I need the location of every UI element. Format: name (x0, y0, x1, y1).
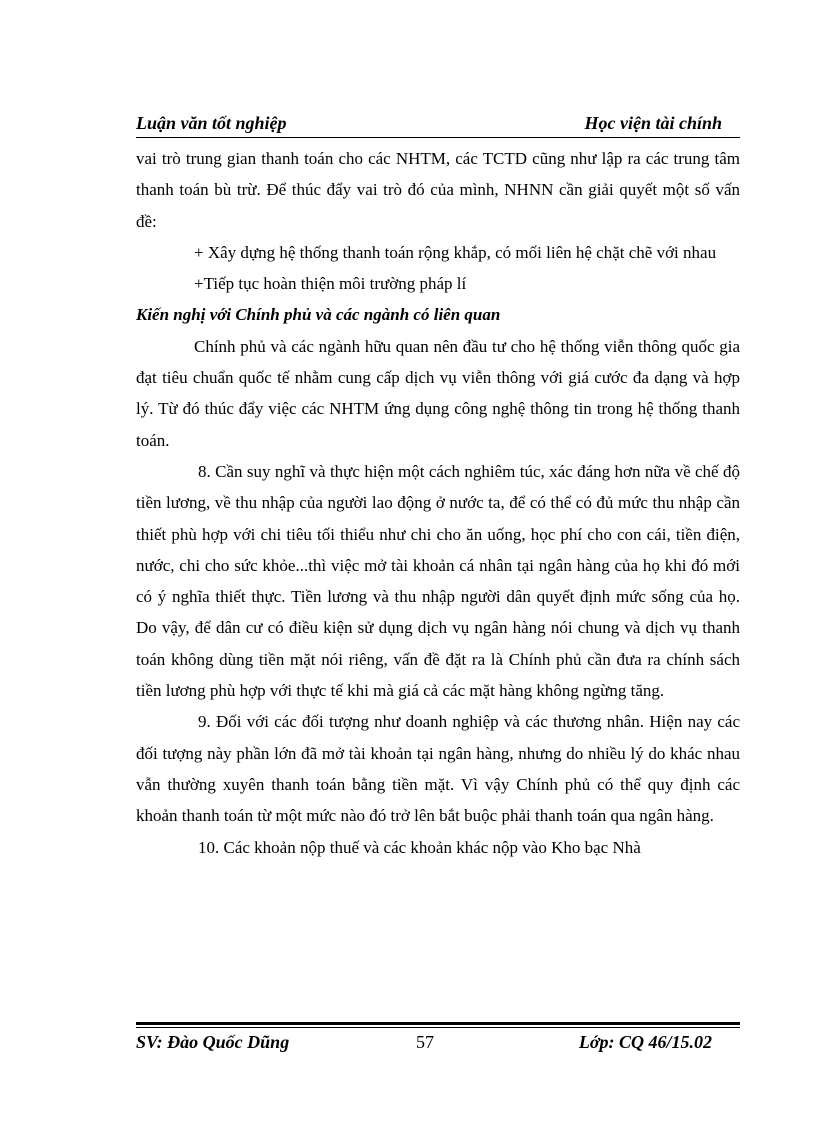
paragraph-bullet-system: + Xây dựng hệ thống thanh toán rộng khắp, có mối liên hệ chặt chẽ với nhau (194, 242, 717, 262)
header-institution: Học viện tài chính (584, 113, 722, 133)
paragraph-bullet-legal: +Tiếp tục hoàn thiện môi trường pháp lí (194, 274, 467, 294)
header-thesis-title: Luận văn tốt nghiệp (136, 113, 287, 133)
footer-student: SV: Đào Quốc Dũng (136, 1032, 290, 1052)
section-heading (136, 299, 740, 330)
paragraph-intro: vai trò trung gian thanh toán cho các NHTM, các TCTD cũng như lập ra các trung tâm thanh toán bù trừ. Để thúc đẩy vai trò đó của mình, NHNN cần giải quyết một số vấn đề: (136, 149, 740, 231)
page-number: 57 (416, 1032, 434, 1052)
footer-rule-thin (136, 1027, 740, 1028)
page-header (136, 113, 740, 137)
page-footer (136, 1032, 740, 1056)
footer-rule-thick (136, 1022, 740, 1025)
header-rule (136, 137, 740, 138)
paragraph-item-10: 10. Các khoản nộp thuế và các khoản khác nộp vào Kho bạc Nhà (198, 837, 641, 857)
paragraph-telecom: Chính phủ và các ngành hữu quan nên đầu tư cho hệ thống viễn thông quốc gia đạt tiêu chuẩn quốc tế nhằm cung cấp dịch vụ viễn thông với giá cước đa dạng và hợp lý. Từ đó thúc đẩy việc các NHTM ứng dụng công nghệ thông tin trong hệ thống thanh toán. (136, 336, 740, 450)
page-body (136, 143, 740, 863)
paragraph-item-8: 8. Cần suy nghĩ và thực hiện một cách nghiêm túc, xác đáng hơn nữa về chế độ tiền lương, về thu nhập của người lao động ở nước ta, để có thể có đủ mức thu nhập cần thiết phù hợp với chi tiêu tối thiểu như chi cho ăn uống, học phí cho con cái, tiền điện, nước, chi cho sức khỏe...thì việc mở tài khoản cá nhân tại ngân hàng của họ khi đó mới có ý nghĩa thiết thực. Tiền lương và thu nhập người dân quyết định mức sống của họ. Do vậy, để dân cư có điều kiện sử dụng dịch vụ ngân hàng nói chung và dịch vụ thanh toán không dùng tiền mặt nói riêng, vấn đề đặt ra là Chính phủ cần đưa ra chính sách tiền lương phù hợp với thực tế khi mà giá cả các mặt hàng không ngừng tăng. (136, 461, 740, 701)
paragraph-item-9: 9. Đối với các đối tượng như doanh nghiệp và các thương nhân. Hiện nay các đối tượng này phần lớn đã mở tài khoản tại ngân hàng, nhưng do nhiều lý do khác nhau vẫn thường xuyên thanh toán bằng tiền mặt. Vì vậy Chính phủ có thể quy định các khoản thanh toán từ một mức nào đó trở lên bắt buộc phải thanh toán qua ngân hàng. (136, 712, 740, 826)
footer-class: Lớp: CQ 46/15.02 (578, 1032, 712, 1052)
section-heading-text: Kiến nghị với Chính phủ và các ngành có liên quan (136, 305, 501, 325)
